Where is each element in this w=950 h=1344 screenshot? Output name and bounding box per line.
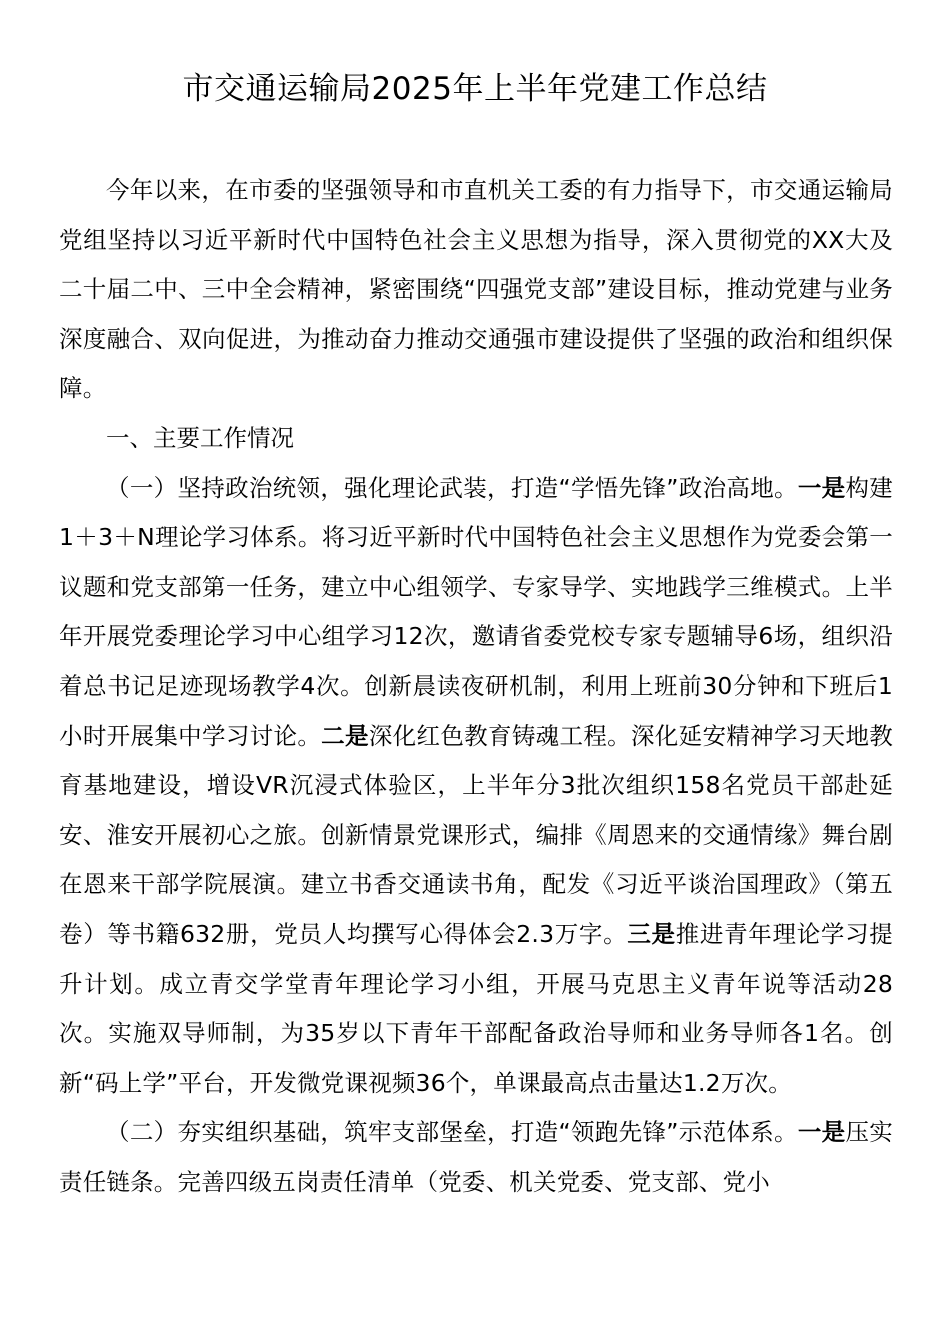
section-heading: 一、主要工作情况 bbox=[106, 423, 294, 452]
part1-marker-3: 三是 bbox=[627, 919, 676, 948]
part2-text-1: 压实责任链条。完善四级五岗责任清单（党委、机关党委、党支部、党小 bbox=[59, 1118, 893, 1196]
part2-paragraph bbox=[59, 1108, 893, 1207]
part2-lead: （二）夯实组织基础，筑牢支部堡垒，打造“领跑先锋”示范体系。 bbox=[106, 1118, 798, 1147]
document-title: 市交通运输局2025年上半年党建工作总结 bbox=[182, 71, 768, 107]
part1-marker-2: 二是 bbox=[321, 721, 369, 750]
part1-text-1: 构建1＋3＋N理论学习体系。将习近平新时代中国特色社会主义思想作为党委会第一议题和党支部第一任务，建立中心组领学、专家导学、实地践学三维模式。上半年开展党委理论学习中心组学习12次，邀请省委党校专家专题辅导6场，组织沿着总书记足迹现场教学4次。创新晨读夜研机制，利用上班前30分钟和下班后1小时开展集中学习讨论。 bbox=[59, 473, 893, 750]
part1-lead: （一）坚持政治统领，强化理论武装，打造“学悟先锋”政治高地。 bbox=[106, 473, 798, 502]
part1-marker-1: 一是 bbox=[797, 473, 846, 502]
part2-marker-1: 一是 bbox=[797, 1118, 846, 1147]
part1-text-2: 深化红色教育铸魂工程。深化延安精神学习天地教育基地建设，增设VR沉浸式体验区，上半年分3批次组织158名党员干部赴延安、淮安开展初心之旅。创新情景党课形式，编排《周恩来的交通情缘》舞台剧在恩来干部学院展演。建立书香交通读书角，配发《习近平谈治国理政》（第五卷）等书籍632册，党员人均撰写心得体会2.3万字。 bbox=[59, 721, 893, 948]
part1-text-3: 推进青年理论学习提升计划。成立青交学堂青年理论学习小组，开展马克思主义青年说等活动28次。实施双导师制，为35岁以下青年干部配备政治导师和业务导师各1名。创新“码上学”平台，开发微党课视频36个，单课最高点击量达1.2万次。 bbox=[59, 919, 893, 1097]
intro-paragraph: 今年以来，在市委的坚强领导和市直机关工委的有力指导下，市交通运输局党组坚持以习近平新时代中国特色社会主义思想为指导，深入贯彻党的XX大及二十届二中、三中全会精神，紧密围绕“四强党支部”建设目标，推动党建与业务深度融合、双向促进，为推动奋力推动交通强市建设提供了坚强的政治和组织保障。 bbox=[59, 176, 893, 403]
document-body bbox=[59, 166, 893, 1207]
part1-paragraph bbox=[59, 464, 893, 1109]
